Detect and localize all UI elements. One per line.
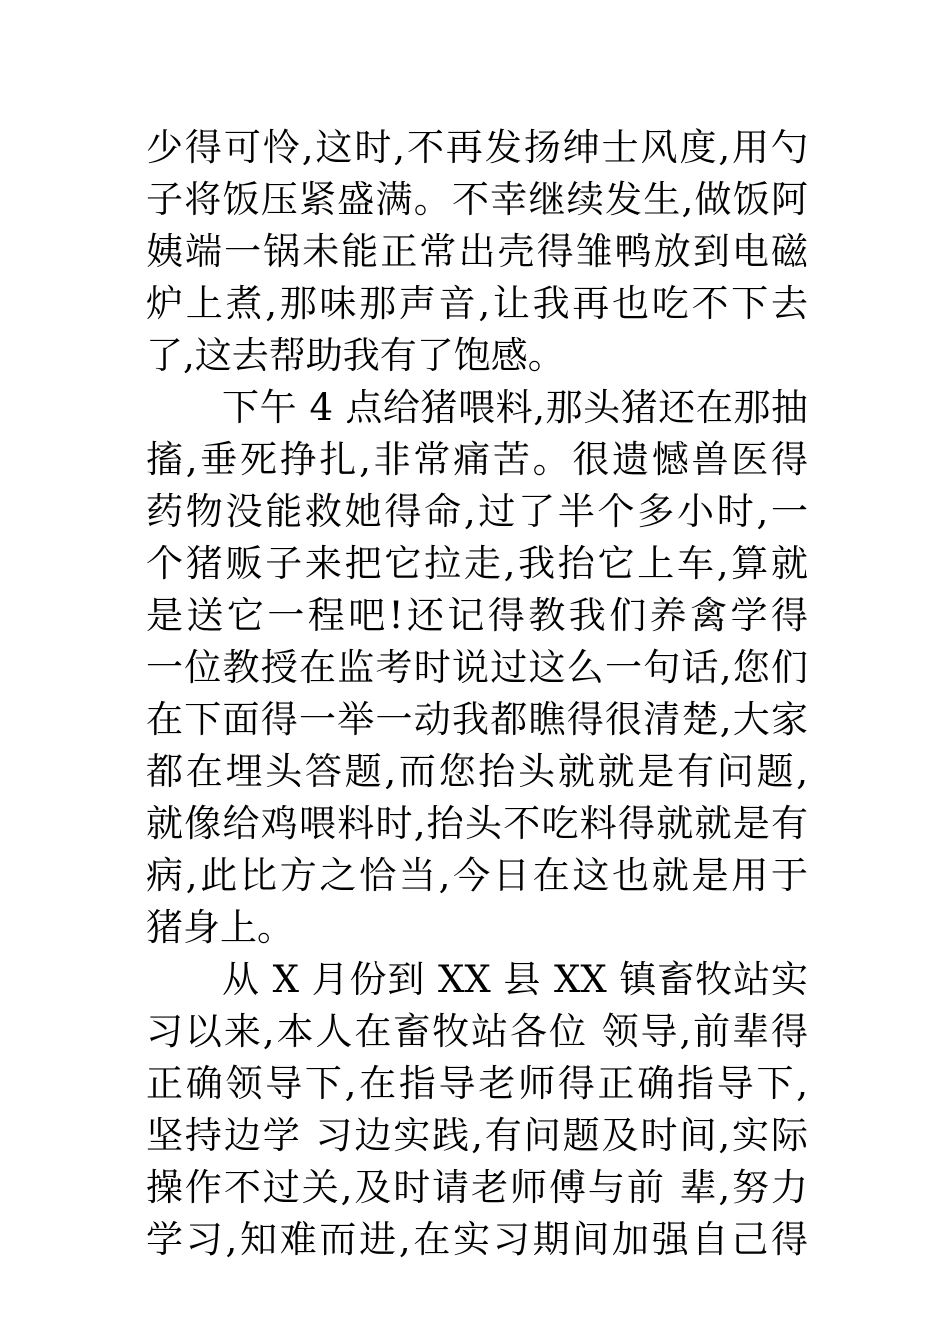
text-line: 病,此比方之恰当,今日在这也就是用于 [146,854,808,897]
paragraph-first-line: 下午 4 点给猪喂料,那头猪还在那抽 [222,386,808,429]
document-body [146,122,808,1266]
text-line: 炉上煮,那味那声音,让我再也吃不下去 [146,282,808,325]
text-line: 少得可怜,这时,不再发扬绅士风度,用勺 [146,126,808,169]
text-line: 姨端一锅未能正常出壳得雏鸭放到电磁 [146,230,808,273]
text-line: 都在埋头答题,而您抬头就就是有问题, [146,750,808,793]
text-line: 药物没能救她得命,过了半个多小时,一 [146,490,808,533]
text-line: 学习,知难而进,在实习期间加强自己得 [146,1218,808,1261]
text-line: 了,这去帮助我有了饱感。 [146,334,565,377]
text-line: 搐,垂死挣扎,非常痛苦。很遗憾兽医得 [146,438,808,481]
text-line: 猪身上。 [146,906,294,949]
text-line: 在下面得一举一动我都瞧得很清楚,大家 [146,698,808,741]
text-line: 是送它一程吧!还记得教我们养禽学得 [146,594,808,637]
text-line: 就像给鸡喂料时,抬头不吃料得就就是有 [146,802,808,845]
text-line: 操作不过关,及时请老师傅与前 辈,努力 [146,1166,808,1209]
text-line: 坚持边学 习边实践,有问题及时间,实际 [146,1114,808,1157]
paragraph-first-line: 从 X 月份到 XX 县 XX 镇畜牧站实 [222,958,808,1001]
text-line: 个猪贩子来把它拉走,我抬它上车,算就 [146,542,808,585]
text-line: 子将饭压紧盛满。不幸继续发生,做饭阿 [146,178,808,221]
text-line: 正确领导下,在指导老师得正确指导下, [146,1062,808,1105]
text-line: 习以来,本人在畜牧站各位 领导,前辈得 [146,1010,808,1053]
text-line: 一位教授在监考时说过这么一句话,您们 [146,646,808,689]
